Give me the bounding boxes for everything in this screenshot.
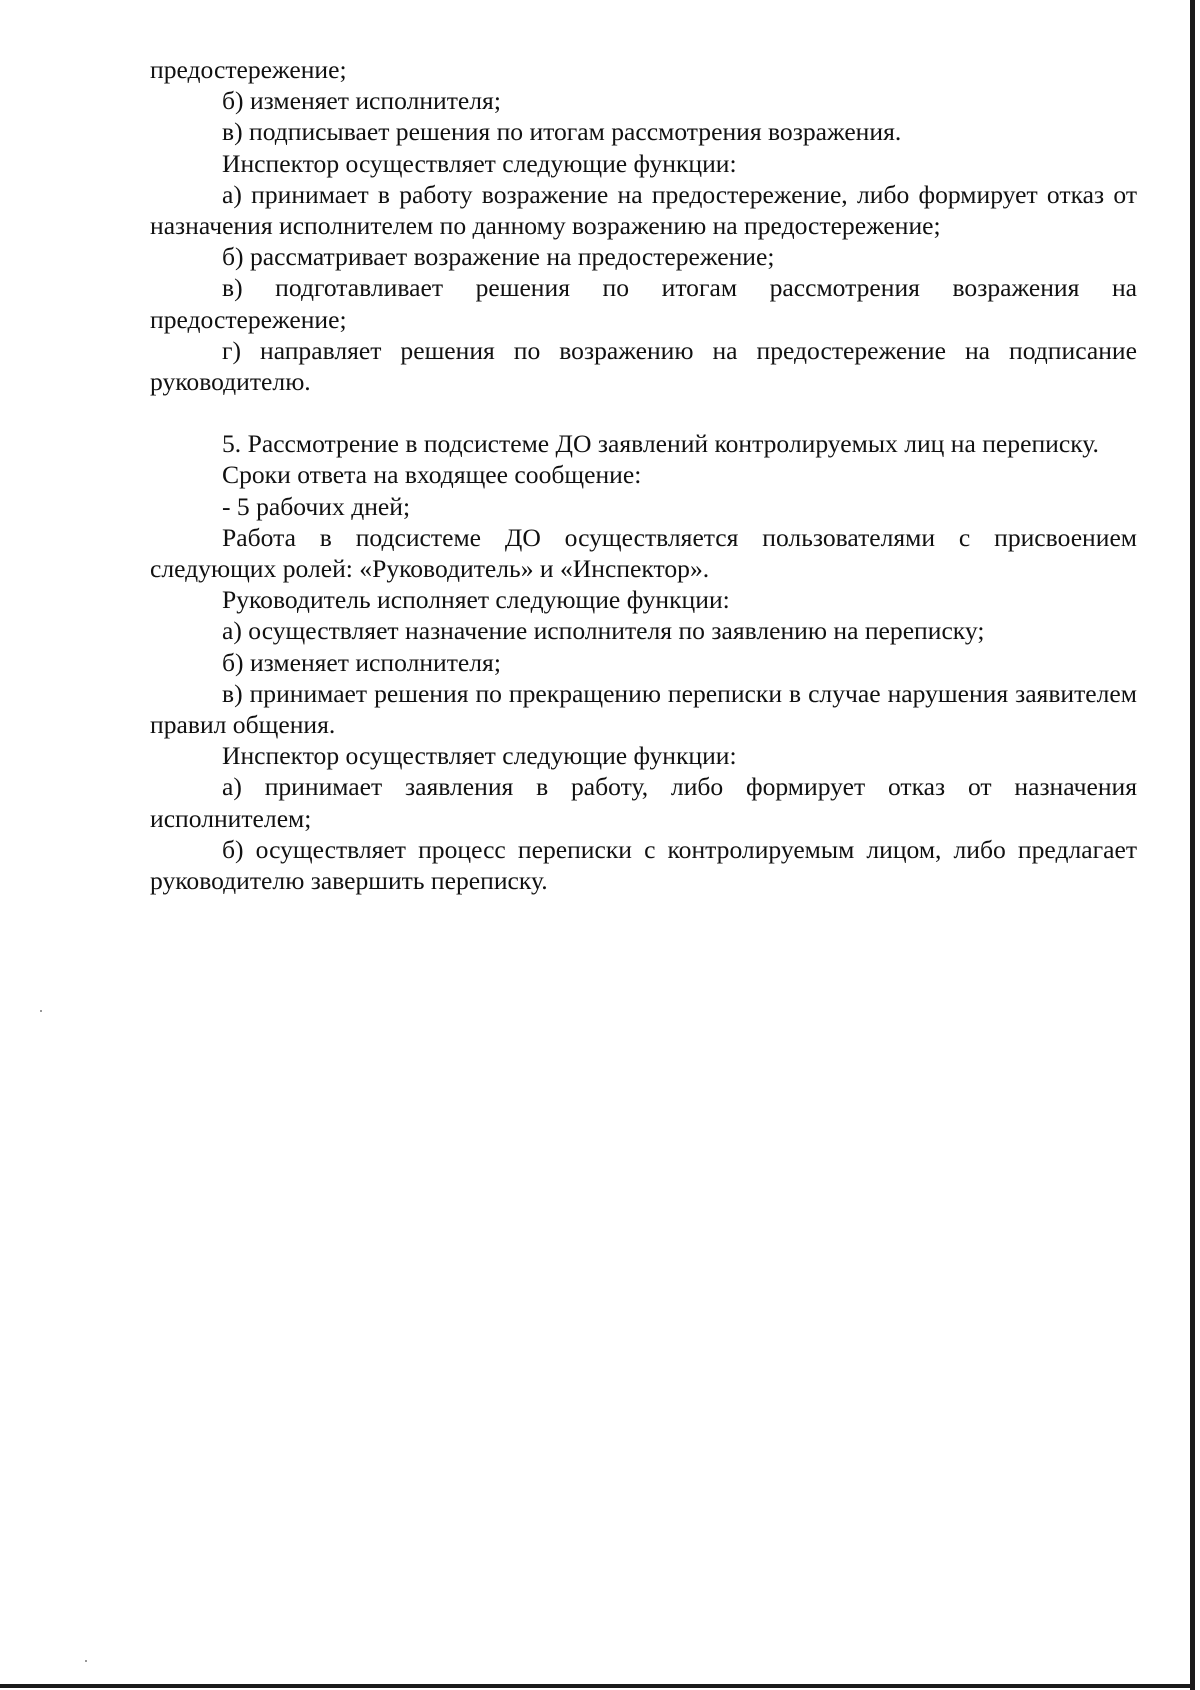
- paragraph-item: в) подписывает решения по итогам рассмотрения возражения.: [222, 117, 902, 147]
- paragraph-item: в) принимает решения по прекращению переписки в случае нарушения заявителем правил общения.: [150, 678, 1137, 740]
- scan-speck: [85, 1660, 87, 1662]
- scan-border-bottom: [0, 1684, 1195, 1688]
- paragraph-item: а) принимает заявления в работу, либо формирует отказ от назначения исполнителем;: [150, 772, 1137, 833]
- paragraph-text: Работа в подсистеме ДО осуществляется пользователями с присвоением следующих ролей: «Руководитель» и «Инспектор».: [150, 522, 1137, 584]
- section-heading: 5. Рассмотрение в подсистеме ДО заявлений контролируемых лиц на переписку.: [222, 429, 1099, 459]
- paragraph-continuation: предостережение;: [150, 55, 347, 84]
- paragraph-heading: Инспектор осуществляет следующие функции:: [222, 148, 737, 178]
- paragraph-item: а) осуществляет назначение исполнителя по заявлению на переписку;: [222, 616, 985, 646]
- document-body: [150, 54, 1137, 896]
- paragraph-item: - 5 рабочих дней;: [222, 491, 411, 521]
- paragraph-item: г) направляет решения по возражению на предостережение на подписание руководителю.: [150, 335, 1137, 397]
- paragraph-item: б) изменяет исполнителя;: [222, 86, 501, 116]
- paragraph-heading: Руководитель исполняет следующие функции:: [222, 585, 730, 615]
- paragraph-item: б) осуществляет процесс переписки с контролируемым лицом, либо предлагает руководителю завершить переписку.: [150, 834, 1137, 896]
- paragraph-heading: Сроки ответа на входящее сообщение:: [222, 460, 642, 490]
- scan-speck: [40, 1010, 42, 1012]
- paragraph-item: а) принимает в работу возражение на предостережение, либо формирует отказ от назначения исполнителем по данному возражению на предостережение;: [150, 179, 1137, 241]
- paragraph-item: в) подготавливает решения по итогам рассмотрения возражения на предостережение;: [150, 273, 1137, 334]
- paragraph-item: б) рассматривает возражение на предостережение;: [222, 242, 775, 272]
- paragraph-item: б) изменяет исполнителя;: [222, 647, 501, 677]
- paragraph-heading: Инспектор осуществляет следующие функции:: [222, 741, 737, 771]
- scan-border-right: [1190, 0, 1195, 1690]
